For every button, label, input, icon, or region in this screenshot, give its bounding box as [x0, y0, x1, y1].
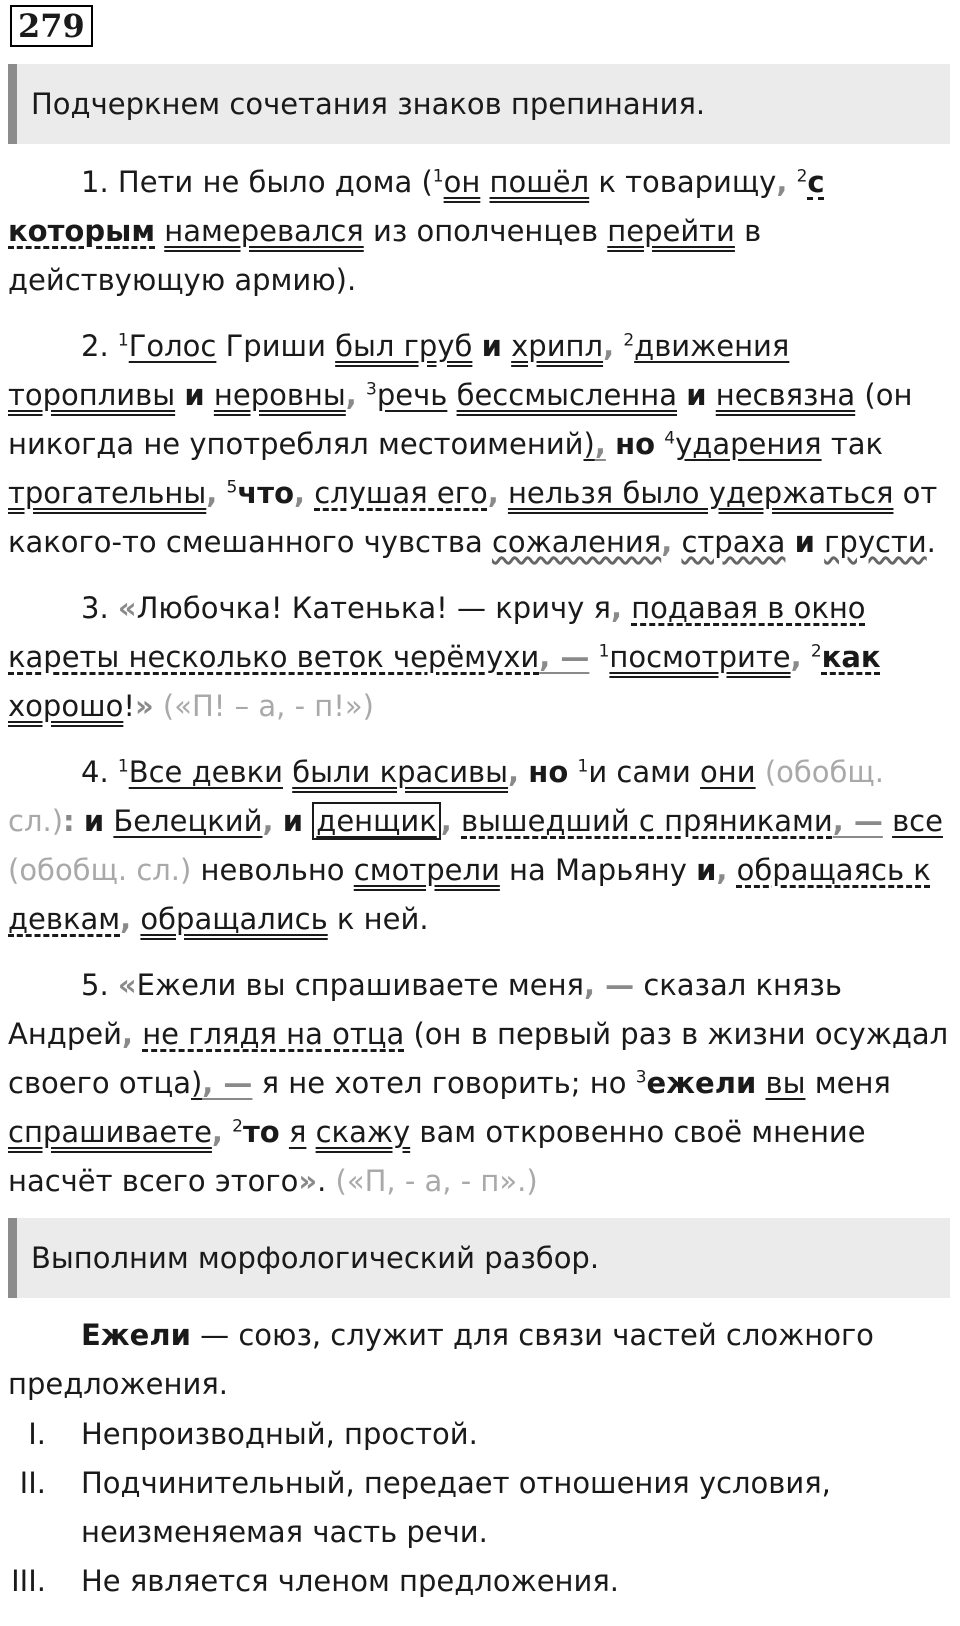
- morph-list: [8, 1410, 952, 1606]
- task-number: 279: [10, 5, 93, 47]
- section-heading: Подчеркнем сочетания знаков препинания.: [8, 64, 950, 144]
- section-heading-2: Выполним морфологический разбор.: [8, 1218, 950, 1298]
- sentence-3: 3. «Любочка! Катенька! — кричу я, подавая в окно кареты несколько веток черёмухи, — $^1$посмотрите, $^2$как хорошо!» («П! – а, - п!»): [8, 591, 881, 723]
- sentence-2: 2. $^1$Голос Гриши был груб и хрипл, $^2$движения торопливы и неровны, $^3$речь бессмысленна и несвязна (он никогда не употреблял местоимений), но $^4$ударения так трогательны, $^5$что, слушая его, нельзя было удержаться от какого-то смешанного чувства сожаления, страха и грусти.: [8, 329, 938, 559]
- sentence-5: 5. «Ежели вы спрашиваете меня, — сказал князь Андрей, не глядя на отца (он в первый раз в жизни осуждал своего отца), — я не хотел говорить; но $^3$ежели вы меня спрашиваете, $^2$то я скажу вам откровенно своё мнение насчёт всего этого». («П, - а, - п».): [8, 968, 949, 1198]
- morph-intro: Ежели — союз, служит для связи частей сложного предложения.: [8, 1318, 874, 1401]
- list-item: I. Непроизводный, простой.: [28, 1417, 478, 1451]
- sentence-1: 1. Пети не было дома ($^1$он пошёл к товарищу, $^2$с которым намеревался из ополченцев перейти в действующую армию).: [8, 165, 825, 297]
- list-item: III. Не является членом предложения.: [11, 1564, 620, 1598]
- sentence-4: 4. $^1$Все девки были красивы, но $^1$и сами они (обобщ. сл.): и Белецкий, и денщик , вышедший с пряниками, — все (обобщ. сл.) невольно смотрели на Марьяну и, обращаясь к девкам, обращались к ней.: [8, 755, 943, 936]
- list-item: II. Подчинительный, передает отношения условия, неизменяемая часть речи.: [19, 1466, 831, 1549]
